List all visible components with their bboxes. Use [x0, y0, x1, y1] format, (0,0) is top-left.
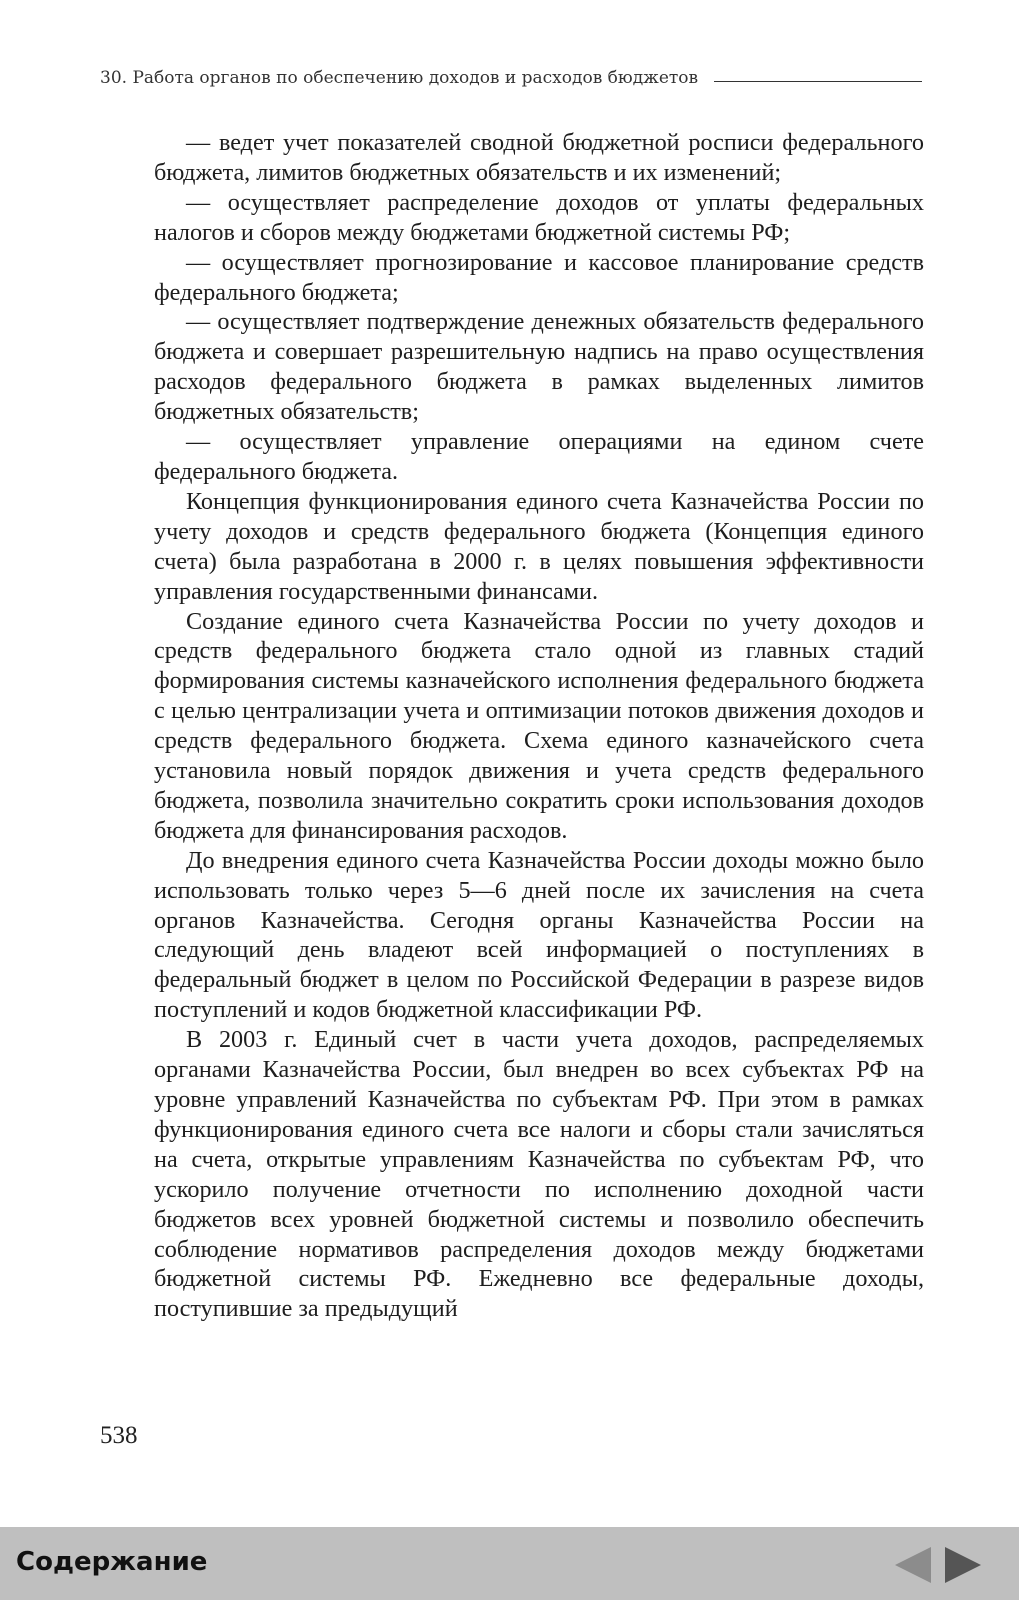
running-header	[100, 64, 922, 88]
paragraph: — ведет учет показателей сводной бюджетной росписи федерального бюджета, лимитов бюджетных обязательств и их изменений;	[154, 129, 924, 186]
paragraph: — осуществляет распределение доходов от уплаты федеральных налогов и сборов между бюджетами бюджетной системы РФ;	[154, 188, 924, 246]
page-number: 538	[100, 1422, 138, 1449]
paragraph: — осуществляет прогнозирование и кассовое планирование средств федерального бюджета;	[154, 248, 924, 306]
triangle-left-icon[interactable]	[895, 1547, 931, 1583]
paragraph: — осуществляет управление операциями на едином счете федерального бюджета.	[154, 428, 924, 485]
footer-nav-bar	[0, 1527, 1019, 1600]
contents-link[interactable]: Содержание	[16, 1547, 208, 1577]
paragraph: До внедрения единого счета Казначейства России доходы можно было использовать только через 5—6 дней после их зачисления на счета органов Казначейства. Сегодня органы Казначейства России на следующий день владеют всей информацией о поступлениях в федеральный бюджет в целом по Российской Федерации в разрезе видов поступлений и кодов бюджетной классификации РФ.	[154, 846, 924, 1024]
paragraph: — осуществляет подтверждение денежных обязательств федерального бюджета и совершает разрешительную надпись на право осуществления расходов федерального бюджета в рамках выделенных лимитов бюджетных обязательств;	[154, 308, 924, 426]
triangle-right-icon[interactable]	[945, 1547, 981, 1583]
running-title: 30. Работа органов по обеспечению доходов и расходов бюджетов	[100, 68, 699, 88]
paragraph: В 2003 г. Единый счет в части учета доходов, распределяемых органами Казначейства России, был внедрен во всех субъектах РФ на уровне управлений Казначейства по субъектам РФ. При этом в рамках функционирования единого счета все налоги и сборы стали зачисляться на счета, открытые управлениям Казначейства по субъектам РФ, что ускорило получение отчетности по исполнению доходной части бюджетов всех уровней бюджетной системы и позволило обеспечить соблюдение нормативов распределения доходов между бюджетами бюджетной системы РФ. Ежедневно все федеральные доходы, поступившие за предыдущий	[154, 1026, 924, 1323]
paragraph: Концепция функционирования единого счета Казначейства России по учету доходов и средств федерального бюджета (Концепция единого счета) была разработана в 2000 г. в целях повышения эффективности управления государственными финансами.	[154, 487, 924, 605]
page-body	[154, 128, 924, 1324]
header-rule	[714, 81, 922, 82]
paragraph: Создание единого счета Казначейства России по учету доходов и средств федерального бюджета стало одной из главных стадий формирования системы казначейского исполнения федерального бюджета с целью централизации учета и оптимизации потоков движения доходов и средств федерального бюджета. Схема единого казначейского счета установила новый порядок движения и учета средств федерального бюджета, позволила значительно сократить сроки использования доходов бюджета для финансирования расходов.	[154, 607, 924, 844]
